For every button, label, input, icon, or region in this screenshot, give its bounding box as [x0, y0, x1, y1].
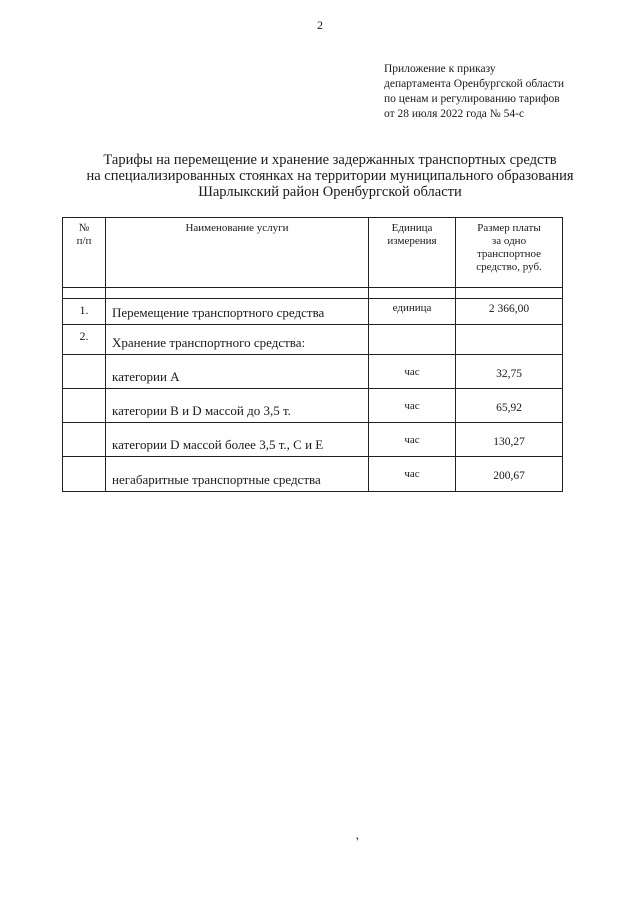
appendix-line: от 28 июля 2022 года № 54-с — [384, 108, 525, 120]
title-line: Тарифы на перемещение и хранение задержанных транспортных средств — [103, 152, 557, 168]
service-name: негабаритные транспортные средства — [106, 457, 369, 492]
price-value: 2 366,00 — [456, 299, 563, 325]
page-number: 2 — [317, 18, 323, 32]
service-name: категории D массой более 3,5 т., С и Е — [106, 423, 369, 457]
document-title — [40, 152, 620, 200]
appendix-note — [384, 62, 634, 122]
row-number — [63, 389, 106, 423]
title-line: Шарлыкский район Оренбургской области — [198, 184, 462, 200]
row-number — [63, 457, 106, 492]
unit-of-measure: единица — [369, 299, 456, 325]
appendix-line: департамента Оренбургской области — [384, 78, 565, 90]
unit-of-measure: час — [369, 389, 456, 423]
price-value: 130,27 — [456, 423, 563, 457]
appendix-line: Приложение к приказу — [384, 63, 496, 75]
row-number — [63, 423, 106, 457]
service-name: Перемещение транспортного средства — [106, 299, 369, 325]
row-number — [63, 355, 106, 389]
unit-of-measure — [369, 325, 456, 355]
table-row — [63, 325, 563, 355]
table-row — [63, 423, 563, 457]
unit-of-measure: час — [369, 457, 456, 492]
scan-artifact-mark: ❜ — [356, 836, 359, 846]
service-name: Хранение транспортного средства: — [106, 325, 369, 355]
price-value: 32,75 — [456, 355, 563, 389]
unit-of-measure: час — [369, 355, 456, 389]
title-line: на специализированных стоянках на территории муниципального образования — [86, 168, 574, 184]
service-name: категории В и D массой до 3,5 т. — [106, 389, 369, 423]
table-row — [63, 299, 563, 325]
unit-of-measure: час — [369, 423, 456, 457]
table-row — [63, 355, 563, 389]
row-number: 2. — [63, 325, 106, 355]
tariff-table — [62, 217, 563, 492]
table-row — [63, 457, 563, 492]
price-value — [456, 325, 563, 355]
price-value: 65,92 — [456, 389, 563, 423]
appendix-line: по ценам и регулированию тарифов — [384, 93, 560, 105]
header-name: Наименование услуги — [106, 218, 369, 288]
header-num: № п/п — [63, 218, 106, 288]
price-value: 200,67 — [456, 457, 563, 492]
service-name: категории А — [106, 355, 369, 389]
table-header-row — [63, 218, 563, 288]
header-unit: Единица измерения — [369, 218, 456, 288]
header-price: Размер платы за одно транспортное средство, руб. — [456, 218, 563, 288]
table-row — [63, 389, 563, 423]
table-spacer-row — [63, 288, 563, 299]
row-number: 1. — [63, 299, 106, 325]
